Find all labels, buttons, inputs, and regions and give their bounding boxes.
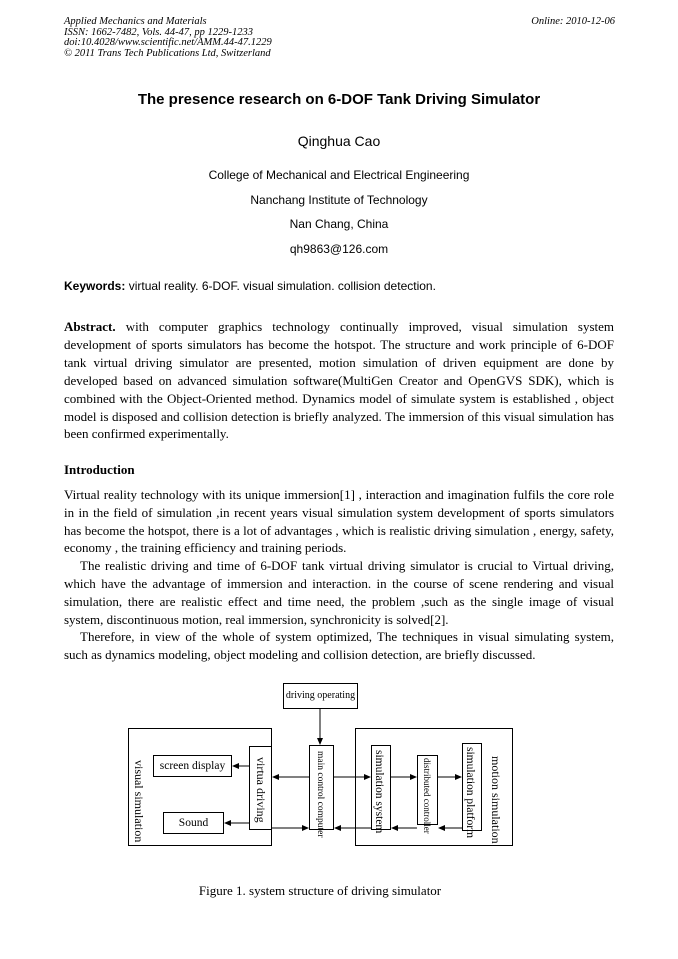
abstract-text: with computer graphics technology continually improved, visual simulation system development of sports simulators has become the hotspot. The structure and work principle of 6-DOF tank virtual driving simulator are presented, motion simulation of driven equipment are done by developed based on advanced simulation software(MultiGen Creator and OpenGVS SDK), which is combined with the Object-Oriented method. Dynamics model of simulate system is established , object model is disposed and collision detection is briefly analyzed. The immersion of this visual simulation has been confirmed experimentally. (64, 319, 614, 442)
simulation-system-label: simulation system (373, 750, 385, 834)
visual-simulation-label: visual simulation (132, 760, 146, 843)
intro-heading: Introduction (64, 462, 135, 477)
motion-simulation-label: motion simulation (489, 756, 503, 844)
main-control-label: main control computer (315, 751, 325, 838)
main-control-computer-box (309, 745, 334, 838)
sound-box: Sound (163, 812, 224, 834)
journal-name: Applied Mechanics and Materials (64, 16, 207, 27)
keywords-text: virtual reality. 6-DOF. visual simulation. collision detection. (125, 279, 436, 293)
virtual-driving-label: virtua driving (254, 757, 268, 823)
keywords-label: Keywords: (64, 279, 126, 293)
affiliation-college: College of Mechanical and Electrical Engineering (208, 168, 470, 182)
intro-paragraph-2: The realistic driving and time of 6-DOF tank virtual driving simulator is crucial to Virtual driving, which have the advantage of immersion and interaction. in the course of scene rendering and visual simulation, there are realistic effect and time need, the problem ,such as the single image of visual system, discontinuous motion, real immersion, synchronicity is solved[2]. (64, 558, 614, 627)
simulation-platform-box (462, 743, 482, 839)
author-name: Qinghua Cao (297, 133, 381, 149)
virtual-driving-box (249, 746, 272, 830)
distributed-controller-box (417, 755, 438, 834)
screen-display-box: screen display (153, 755, 232, 777)
affiliation-city: Nan Chang, China (289, 217, 389, 231)
figure-caption: Figure 1. system structure of driving simulator (198, 883, 442, 898)
online-date: Online: 2010-12-06 (531, 16, 615, 27)
intro-paragraph-3: Therefore, in view of the whole of system optimized, The techniques in visual simulating system, such as dynamics modeling, object modeling and collision detection, are briefly discussed. (64, 629, 614, 663)
driving-operating-box: driving operating (283, 683, 358, 709)
simulation-platform-label: simulation platform (464, 747, 476, 839)
simulation-system-box (371, 745, 391, 834)
distributed-controller-label: distributed controller (422, 758, 432, 834)
issn-line: ISSN: 1662-7482, Vols. 44-47, pp 1229-1233 (64, 26, 253, 38)
abstract-label: Abstract. (64, 319, 116, 334)
author-email: qh9863@126.com (289, 242, 389, 256)
doi-line: doi:10.4028/www.scientific.net/AMM.44-47.1229 (64, 37, 272, 48)
paper-title: The presence research on 6-DOF Tank Driving Simulator (137, 91, 541, 108)
intro-paragraph-1: Virtual reality technology with its unique immersion[1] , interaction and imagination fulfils the core role in in the field of simulation ,in recent years visual simulation system development of sports simulators has become the hotspot, there is a lot of advantages , which is realistic driving simulation , energy, safety, economy , the training efficiency and training periods. (64, 487, 614, 556)
copyright-line: © 2011 Trans Tech Publications Ltd, Switzerland (64, 47, 271, 59)
affiliation-institute: Nanchang Institute of Technology (250, 193, 428, 207)
